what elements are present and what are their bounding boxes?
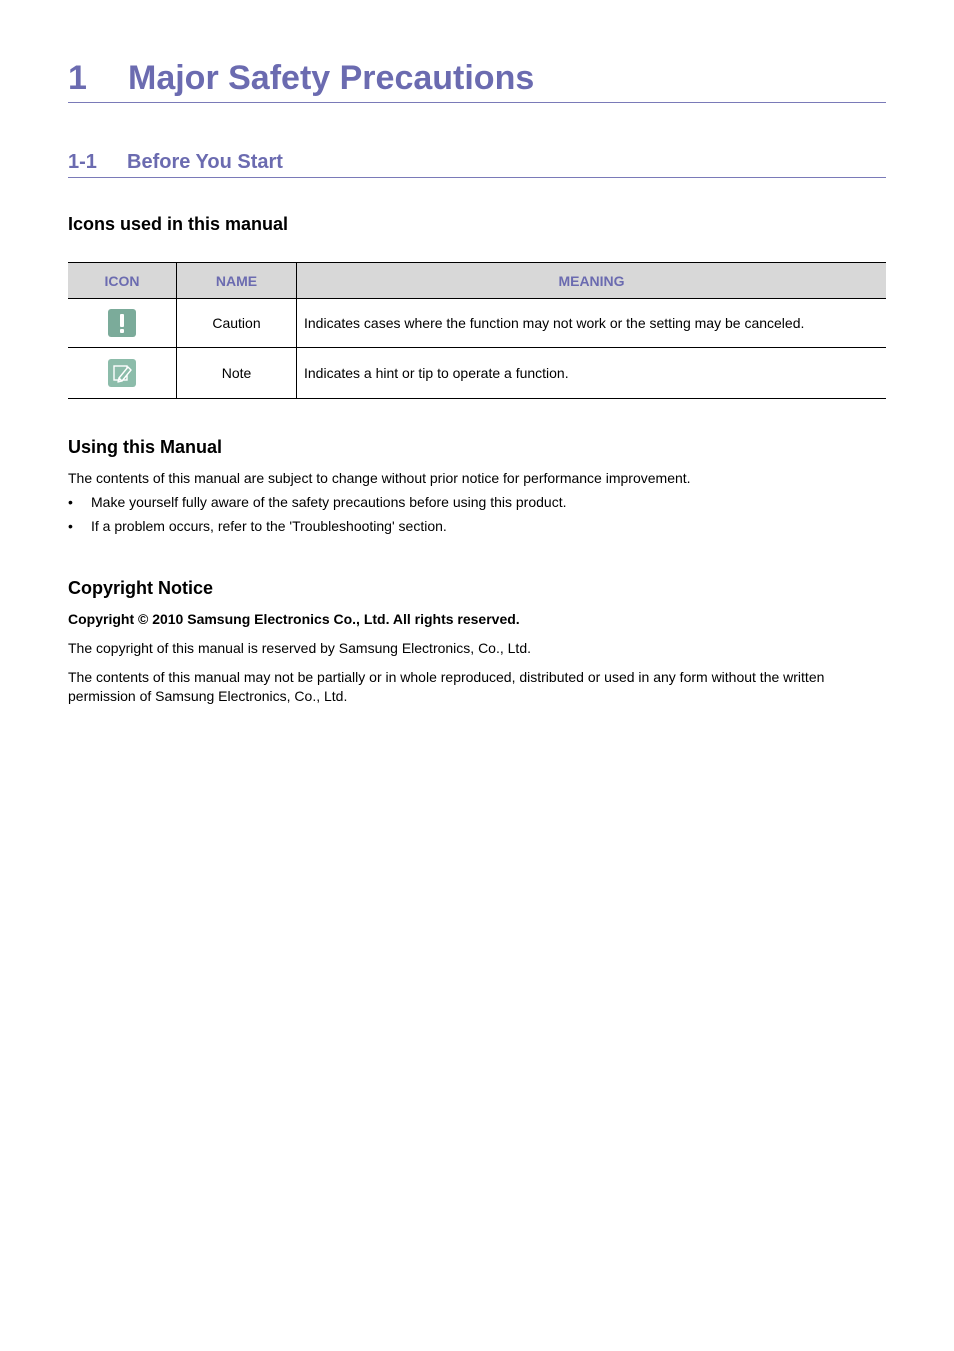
- name-cell: Caution: [177, 299, 297, 348]
- caution-exclamation-icon: [108, 309, 136, 337]
- copyright-paragraph: The copyright of this manual is reserved by Samsung Electronics, Co., Ltd.: [68, 640, 531, 656]
- header-name: NAME: [177, 263, 297, 299]
- chapter-heading: [68, 58, 886, 103]
- chapter-title: Major Safety Precautions: [128, 59, 535, 97]
- meaning-cell: Indicates a hint or tip to operate a function.: [297, 348, 887, 399]
- header-meaning: MEANING: [297, 263, 887, 299]
- name-cell: Note: [177, 348, 297, 399]
- icons-table: [68, 262, 886, 399]
- copyright-heading: Copyright Notice: [68, 578, 214, 598]
- header-icon: ICON: [68, 263, 177, 299]
- section-title: Before You Start: [127, 151, 283, 173]
- table-row: [68, 348, 886, 399]
- section-heading: [68, 149, 886, 178]
- bullet-text: Make yourself fully aware of the safety precautions before using this product.: [91, 494, 567, 510]
- icons-heading: Icons used in this manual: [68, 214, 289, 234]
- section-number: 1-1: [68, 151, 97, 173]
- chapter-number: 1: [68, 59, 87, 97]
- bullet-marker: •: [68, 518, 73, 534]
- bullet-marker: •: [68, 494, 73, 510]
- note-pencil-icon: [108, 359, 136, 387]
- meaning-cell: Indicates cases where the function may not work or the setting may be canceled.: [297, 299, 887, 348]
- using-manual-heading: Using this Manual: [68, 437, 223, 457]
- copyright-line: Copyright © 2010 Samsung Electronics Co., Ltd. All rights reserved.: [68, 611, 520, 627]
- table-row: [68, 299, 886, 348]
- using-manual-intro: The contents of this manual are subject to change without prior notice for performance improvement.: [68, 470, 691, 486]
- icon-cell: [68, 348, 177, 399]
- table-header-row: [68, 263, 886, 299]
- icon-cell: [68, 299, 177, 348]
- bullet-text: If a problem occurs, refer to the 'Troubleshooting' section.: [91, 518, 447, 534]
- copyright-paragraph: The contents of this manual may not be partially or in whole reproduced, distributed or used in any form without the written permission of Samsung Electronics, Co., Ltd.: [68, 669, 825, 704]
